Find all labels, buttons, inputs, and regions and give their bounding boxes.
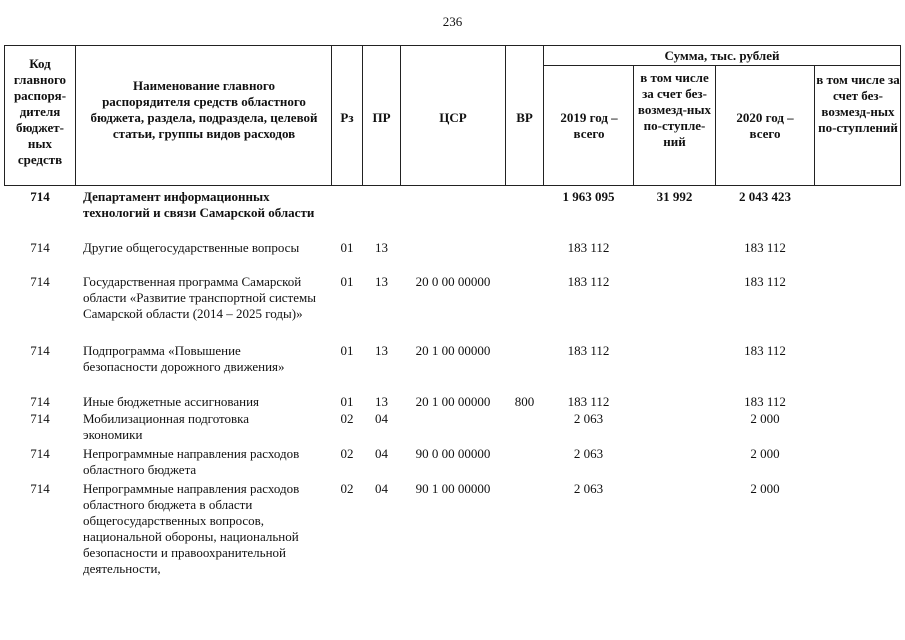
row-sum-2019: 2 063 — [573, 481, 604, 496]
row-sum-2020: 183 112 — [744, 343, 786, 358]
row-rz: 01 — [340, 343, 354, 358]
row-sum-2019: 2 063 — [573, 446, 604, 461]
row-pr: 04 — [375, 481, 388, 496]
row-rz: 01 — [340, 274, 354, 289]
row-pr: 13 — [375, 394, 388, 409]
row-sum-2020: 2 000 — [750, 446, 780, 461]
header-2019-incl: в том числе за счет без-возмезд-ных по-ступле-ний — [637, 70, 712, 149]
row-code: 714 — [30, 446, 50, 461]
header-rz: Рз — [340, 110, 354, 125]
row-code: 714 — [30, 274, 50, 289]
row-pr: 04 — [375, 446, 388, 461]
row-sum-2019-incl: 31 992 — [656, 189, 693, 204]
row-csr: 90 1 00 00000 — [415, 481, 491, 496]
row-name: Непрограммные направления расходов областного бюджета — [83, 446, 300, 477]
header-code: Код главного распоря-дителя бюджет-ных средств — [13, 56, 67, 167]
row-name: Департамент информационных технологий и связи Самарской области — [83, 189, 315, 220]
row-code: 714 — [30, 411, 50, 426]
row-code: 714 — [30, 343, 50, 358]
row-csr: 20 0 00 00000 — [415, 274, 491, 289]
row-csr: 90 0 00 00000 — [415, 446, 491, 461]
row-sum-2020: 183 112 — [744, 240, 786, 255]
header-vr: ВР — [516, 110, 533, 125]
row-sum-2019: 183 112 — [567, 394, 610, 409]
row-pr: 13 — [375, 343, 388, 358]
row-rz: 01 — [340, 240, 354, 255]
row-name: Подпрограмма «Повышение безопасности дорожного движения» — [83, 343, 285, 374]
header-2019-total: 2019 год – всего — [560, 110, 618, 141]
header-csr: ЦСР — [439, 110, 467, 125]
row-sum-2020: 2 000 — [750, 481, 780, 496]
header-2020-incl: в том числе за счет без-возмезд-ных по-ступлений — [816, 72, 900, 135]
row-sum-2020: 2 000 — [750, 411, 780, 426]
row-rz: 02 — [340, 411, 354, 426]
row-code: 714 — [30, 394, 50, 409]
header-pr: ПР — [372, 110, 391, 125]
row-name: Непрограммные направления расходов областного бюджета в области общегосударственных вопросов, национальной обороны, национальной безопасности и правоохранительной деятельности, — [83, 481, 300, 576]
row-sum-2019: 2 063 — [573, 411, 604, 426]
row-sum-2020: 183 112 — [744, 274, 786, 289]
row-pr: 13 — [375, 240, 388, 255]
row-rz: 01 — [340, 394, 354, 409]
row-name: Иные бюджетные ассигнования — [83, 394, 260, 409]
row-name: Государственная программа Самарской области «Развитие транспортной системы Самарской области (2014 – 2025 годы)» — [83, 274, 316, 321]
row-sum-2020: 183 112 — [744, 394, 786, 409]
row-sum-2019: 183 112 — [567, 343, 610, 358]
row-csr: 20 1 00 00000 — [415, 394, 491, 409]
row-code: 714 — [30, 189, 50, 204]
row-csr: 20 1 00 00000 — [415, 343, 491, 358]
row-name: Мобилизационная подготовка экономики — [83, 411, 250, 442]
row-vr: 800 — [514, 394, 535, 409]
row-sum-2019: 183 112 — [567, 274, 610, 289]
header-2020-total: 2020 год – всего — [736, 110, 794, 141]
header-name: Наименование главного распорядителя средств областного бюджета, раздела, подраздела, целевой статьи, группы видов расходов — [90, 78, 318, 141]
row-sum-2019: 1 963 095 — [562, 189, 615, 204]
row-code: 714 — [30, 240, 50, 255]
row-sum-2019: 183 112 — [567, 240, 610, 255]
page-number: 236 — [442, 14, 463, 29]
row-rz: 02 — [340, 446, 354, 461]
row-sum-2020: 2 043 423 — [739, 189, 791, 204]
row-code: 714 — [30, 481, 50, 496]
row-pr: 04 — [375, 411, 388, 426]
row-rz: 02 — [340, 481, 354, 496]
row-name: Другие общегосударственные вопросы — [83, 240, 300, 255]
header-sum-group: Сумма, тыс. рублей — [664, 48, 780, 63]
row-pr: 13 — [375, 274, 388, 289]
